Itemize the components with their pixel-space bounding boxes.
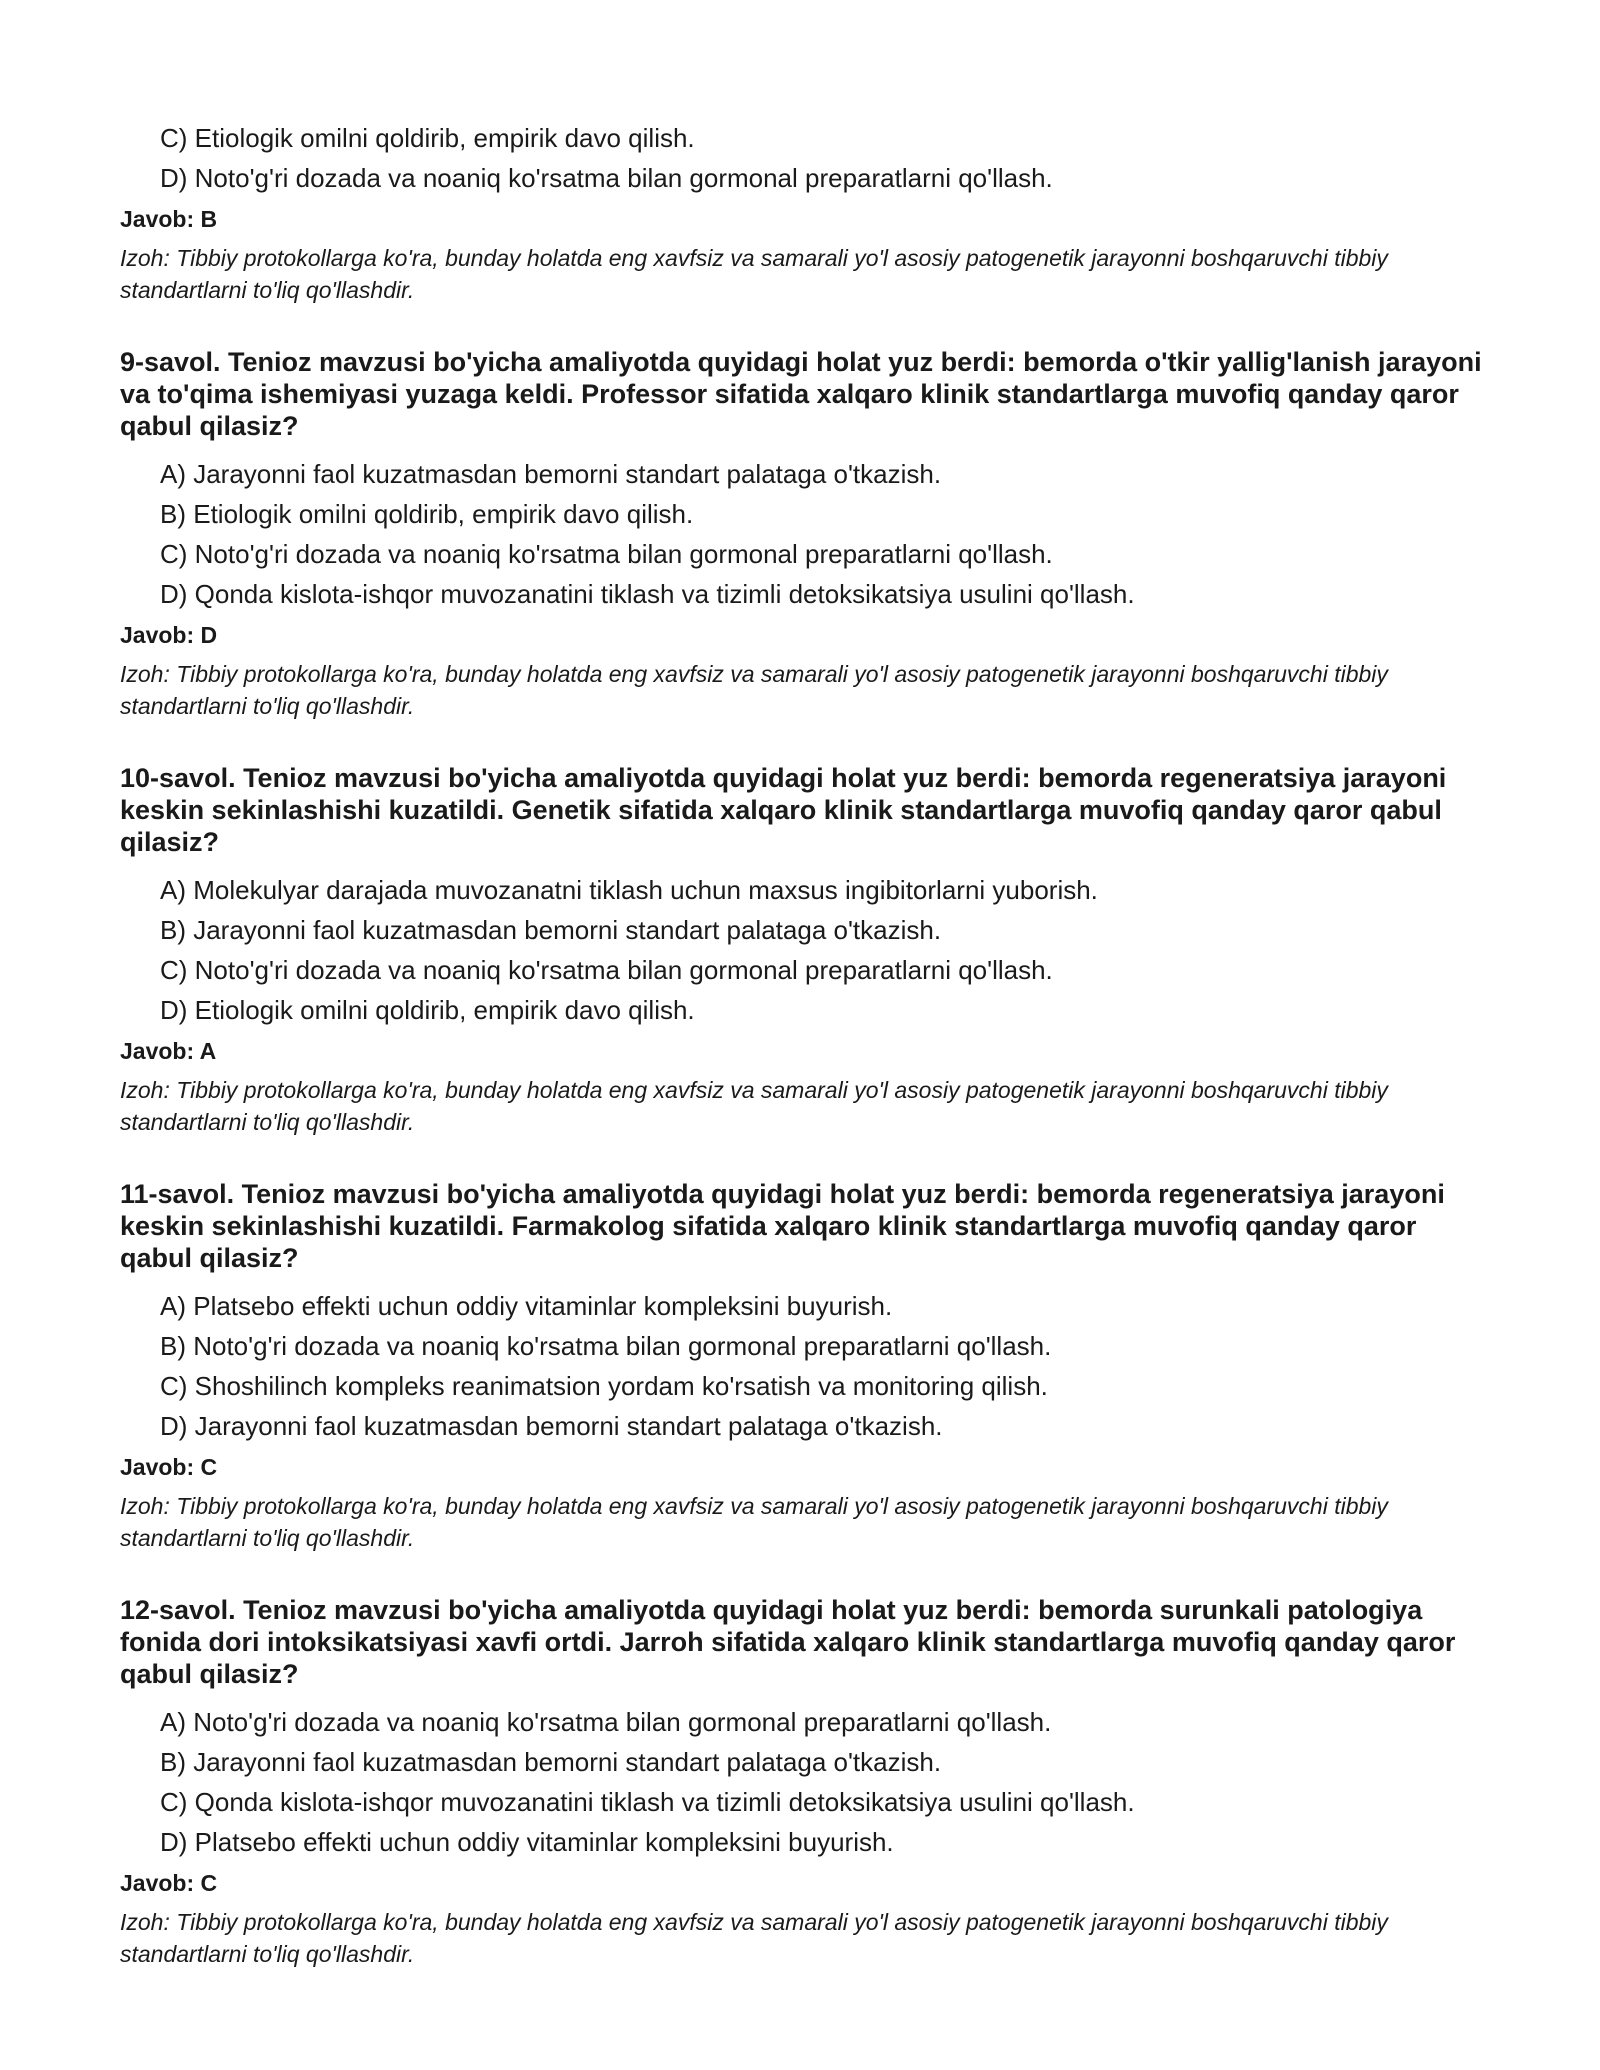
explanation-note: Izoh: Tibbiy protokollarga ko'ra, bunday holatda eng xavfsiz va samarali yo'l asosiy patogenetik jarayonni boshqaruvchi tibbiy standartlarni to'liq qo'llashdir. <box>120 1493 1388 1551</box>
explanation-note: Izoh: Tibbiy protokollarga ko'ra, bunday holatda eng xavfsiz va samarali yo'l asosiy patogenetik jarayonni boshqaruvchi tibbiy standartlarni to'liq qo'llashdir. <box>120 245 1388 303</box>
answer-label: Javob: C <box>120 1870 218 1896</box>
question-text: 12-savol. Tenioz mavzusi bo'yicha amaliyotda quyidagi holat yuz berdi: bemorda surunkali patologiya fonida dori intoksikatsiyasi xavfi ortdi. Jarroh sifatida xalqaro klinik standartlarga muvofiq qanday qaror qabul qilasiz? <box>120 1595 1456 1689</box>
option-b: B) Jarayonni faol kuzatmasdan bemorni standart palataga o'tkazish. <box>160 1747 942 1777</box>
explanation-note: Izoh: Tibbiy protokollarga ko'ra, bunday holatda eng xavfsiz va samarali yo'l asosiy patogenetik jarayonni boshqaruvchi tibbiy standartlarni to'liq qo'llashdir. <box>120 1909 1388 1967</box>
option-d: D) Etiologik omilni qoldirib, empirik davo qilish. <box>160 995 695 1025</box>
question-12 <box>120 1594 1490 1970</box>
question-11 <box>120 1178 1490 1554</box>
question-text: 11-savol. Tenioz mavzusi bo'yicha amaliyotda quyidagi holat yuz berdi: bemorda regeneratsiya jarayoni keskin sekinlashishi kuzatildi. Farmakolog sifatida xalqaro klinik standartlarga muvofiq qanday qaror qabul qilasiz? <box>120 1179 1445 1273</box>
option-b: B) Etiologik omilni qoldirib, empirik davo qilish. <box>160 499 694 529</box>
question-10 <box>120 762 1490 1138</box>
answer-label: Javob: A <box>120 1038 217 1064</box>
explanation-note: Izoh: Tibbiy protokollarga ko'ra, bunday holatda eng xavfsiz va samarali yo'l asosiy patogenetik jarayonni boshqaruvchi tibbiy standartlarni to'liq qo'llashdir. <box>120 661 1388 719</box>
option-d: D) Jarayonni faol kuzatmasdan bemorni standart palataga o'tkazish. <box>160 1411 943 1441</box>
option-a: A) Molekulyar darajada muvozanatni tiklash uchun maxsus ingibitorlarni yuborish. <box>160 875 1098 905</box>
option-c: C) Noto'g'ri dozada va noaniq ko'rsatma bilan gormonal preparatlarni qo'llash. <box>160 539 1053 569</box>
answer-options <box>120 1702 1490 1862</box>
option-d: D) Qonda kislota-ishqor muvozanatini tiklash va tizimli detoksikatsiya usulini qo'llash. <box>160 579 1135 609</box>
question-text: 10-savol. Tenioz mavzusi bo'yicha amaliyotda quyidagi holat yuz berdi: bemorda regeneratsiya jarayoni keskin sekinlashishi kuzatildi. Genetik sifatida xalqaro klinik standartlarga muvofiq qanday qaror qabul qilasiz? <box>120 763 1447 857</box>
option-c: C) Noto'g'ri dozada va noaniq ko'rsatma bilan gormonal preparatlarni qo'llash. <box>160 955 1053 985</box>
option-a: A) Platsebo effekti uchun oddiy vitaminlar kompleksini buyurish. <box>160 1291 893 1321</box>
option-b: B) Noto'g'ri dozada va noaniq ko'rsatma bilan gormonal preparatlarni qo'llash. <box>160 1331 1052 1361</box>
answer-options <box>120 870 1490 1030</box>
answer-options <box>120 118 1490 198</box>
option-d: D) Noto'g'ri dozada va noaniq ko'rsatma bilan gormonal preparatlarni qo'llash. <box>160 163 1053 193</box>
answer-label: Javob: D <box>120 622 218 648</box>
answer-label: Javob: C <box>120 1454 218 1480</box>
answer-options <box>120 1286 1490 1446</box>
option-a: A) Jarayonni faol kuzatmasdan bemorni standart palataga o'tkazish. <box>160 459 942 489</box>
answer-options <box>120 454 1490 614</box>
option-b: B) Jarayonni faol kuzatmasdan bemorni standart palataga o'tkazish. <box>160 915 942 945</box>
question-9 <box>120 346 1490 722</box>
previous-question-continuation <box>120 118 1490 306</box>
answer-label: Javob: B <box>120 206 218 232</box>
option-c: C) Shoshilinch kompleks reanimatsion yordam ko'rsatish va monitoring qilish. <box>160 1371 1048 1401</box>
option-a: A) Noto'g'ri dozada va noaniq ko'rsatma bilan gormonal preparatlarni qo'llash. <box>160 1707 1052 1737</box>
explanation-note: Izoh: Tibbiy protokollarga ko'ra, bunday holatda eng xavfsiz va samarali yo'l asosiy patogenetik jarayonni boshqaruvchi tibbiy standartlarni to'liq qo'llashdir. <box>120 1077 1388 1135</box>
option-d: D) Platsebo effekti uchun oddiy vitaminlar kompleksini buyurish. <box>160 1827 894 1857</box>
option-c: C) Qonda kislota-ishqor muvozanatini tiklash va tizimli detoksikatsiya usulini qo'llash. <box>160 1787 1135 1817</box>
question-text: 9-savol. Tenioz mavzusi bo'yicha amaliyotda quyidagi holat yuz berdi: bemorda o'tkir yallig'lanish jarayoni va to'qima ishemiyasi yuzaga keldi. Professor sifatida xalqaro klinik standartlarga muvofiq qanday qaror qabul qilasiz? <box>120 347 1482 441</box>
option-c: C) Etiologik omilni qoldirib, empirik davo qilish. <box>160 123 695 153</box>
document-page <box>120 118 1490 1970</box>
